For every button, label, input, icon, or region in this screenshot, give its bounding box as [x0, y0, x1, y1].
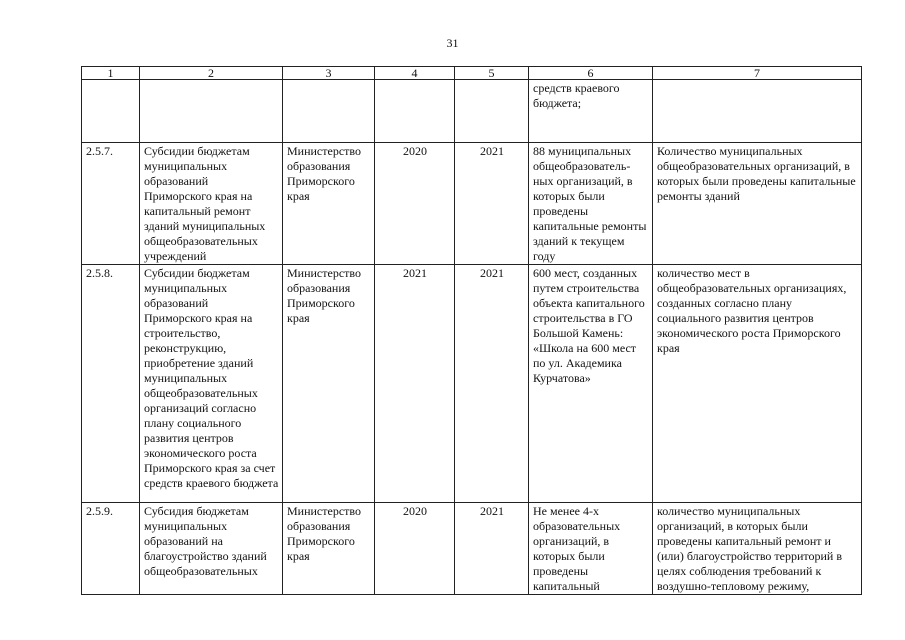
- table-row: [82, 265, 862, 503]
- table-cell: [375, 80, 455, 143]
- measures-table: [81, 66, 862, 595]
- page-number: 31: [446, 36, 459, 50]
- table-cell: [455, 80, 529, 143]
- header-row: [82, 67, 862, 80]
- end-year: 2021: [455, 265, 529, 503]
- column-header-1: 1: [82, 67, 140, 80]
- column-header-2: 2: [140, 67, 283, 80]
- column-header-7: 7: [653, 67, 862, 80]
- table-cell: [140, 80, 283, 143]
- column-header-4: 4: [375, 67, 455, 80]
- end-year: 2021: [455, 143, 529, 265]
- start-year: 2020: [375, 503, 455, 595]
- table-row: [82, 143, 862, 265]
- table-cell: [653, 80, 862, 143]
- executor: Министерство образования Приморского края: [283, 265, 375, 503]
- column-header-3: 3: [283, 67, 375, 80]
- start-year: 2021: [375, 265, 455, 503]
- item-number: 2.5.7.: [82, 143, 140, 265]
- measure-name: Субсидии бюджетам муниципальных образований Приморского края на строительство, реконструкцию, приобретение зданий муниципальных общеобразовательных организаций согласно плану социального развития центров экономического роста Приморского края за счет средств краевого бюджета: [140, 265, 283, 503]
- indicator: Количество муниципальных общеобразовательных организаций, в которых были проведены капитальные ремонты зданий: [653, 143, 862, 265]
- item-number: 2.5.8.: [82, 265, 140, 503]
- table-row: [82, 503, 862, 595]
- measure-name: Субсидия бюджетам муниципальных образований на благоустройство зданий общеобразовательных: [140, 503, 283, 595]
- table-cell: [283, 80, 375, 143]
- indicator: количество мест в общеобразовательных организациях, созданных согласно плану социального развития центров экономического роста Приморского края: [653, 265, 862, 503]
- item-number: 2.5.9.: [82, 503, 140, 595]
- expected-result: Не менее 4-х образовательных организаций, в которых были проведены капитальный: [529, 503, 653, 595]
- expected-result: 600 мест, созданных путем строительства объекта капитального строительства в ГО Большой Камень: «Школа на 600 мест по ул. Академика Курчатова»: [529, 265, 653, 503]
- continuation-row: [82, 80, 862, 143]
- indicator: количество муниципальных организаций, в которых были проведены капитальный ремонт и (или) благоустройство территорий в целях соблюдения требований к воздушно-тепловому режиму,: [653, 503, 862, 595]
- measure-name: Субсидии бюджетам муниципальных образований Приморского края на капитальный ремонт зданий муниципальных общеобразовательных учреждений: [140, 143, 283, 265]
- end-year: 2021: [455, 503, 529, 595]
- column-header-5: 5: [455, 67, 529, 80]
- column-header-6: 6: [529, 67, 653, 80]
- result-cell: средств краевого бюджета;: [529, 80, 653, 143]
- executor: Министерство образования Приморского края: [283, 143, 375, 265]
- expected-result: 88 муниципальных общеобразователь-ных организаций, в которых были проведены капитальные ремонты зданий к текущем году: [529, 143, 653, 265]
- start-year: 2020: [375, 143, 455, 265]
- executor: Министерство образования Приморского края: [283, 503, 375, 595]
- table-cell: [82, 80, 140, 143]
